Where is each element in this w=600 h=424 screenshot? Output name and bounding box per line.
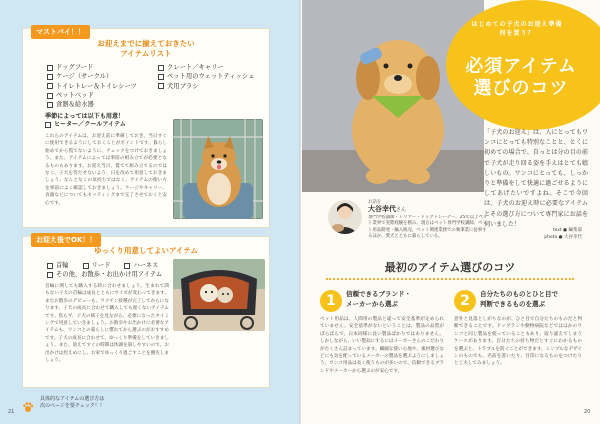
dog-in-stroller-photo bbox=[173, 259, 265, 331]
expert-profile: お話を 大谷幸代さん 専門学校講師・トリマー・ドッグトレーナー。25年以上ペット業界で実際経験を積み、現在はペット専門学校講師、ペット用品開発・輸入販売、ペット関連業務での執筆業に従事するほか、愛犬とともに暮らしている。 bbox=[368, 200, 488, 240]
next-page-footnote: 具体的なアイテムの選び方は 次のページを要チェック！！ bbox=[40, 396, 105, 409]
tip2-number: 2 bbox=[454, 290, 476, 312]
checkbox-icon[interactable] bbox=[47, 272, 53, 278]
must-buy-title: お迎えまでに揃えておきたい アイテムリスト bbox=[97, 39, 195, 58]
tip2-title: 自分たちのものとひと目で 判断できるものを選ぶ bbox=[480, 290, 558, 308]
checkbox-icon[interactable] bbox=[45, 122, 51, 128]
after-arrival-box bbox=[22, 236, 270, 388]
check-item[interactable]: その他、お散歩・お出かけ用アイテム bbox=[47, 270, 187, 279]
checkbox-icon[interactable] bbox=[47, 263, 53, 269]
tip1-number: 1 bbox=[320, 290, 342, 312]
spine bbox=[299, 0, 301, 424]
seasonal-note: 季節によっては以下も用意！ ヒーター／クールアイテム bbox=[45, 113, 175, 130]
check-item[interactable]: リード bbox=[83, 261, 111, 270]
checkbox-icon[interactable] bbox=[83, 263, 89, 269]
shiba-in-cage-photo bbox=[173, 119, 263, 219]
checkbox-icon[interactable] bbox=[47, 102, 53, 108]
checkbox-icon[interactable] bbox=[47, 74, 53, 80]
checkbox-icon[interactable] bbox=[47, 65, 53, 71]
must-buy-box bbox=[22, 28, 270, 228]
tip1-title: 信頼できるブランド・ メーカーから選ぶ bbox=[346, 290, 411, 308]
tip2-body: 意外と見落としがちなのが、ひと目で自分たちのものだと判断できることです。ドッグランや動物病院などではほかのワンコと同じ製品を使っていることもあり、取り違えてしまうケースがあります。自分たちの持ち物だとすぐにわかるものを選ぶと、トラブルを防ぐことができます。シンプルなデザインのものでも、名前を書いたり、目印になるものをつけたりと工夫してみましょう。 bbox=[454, 317, 582, 367]
checkbox-icon[interactable] bbox=[124, 263, 130, 269]
check-item[interactable]: トイレトレー＆トイレシーツ bbox=[47, 82, 162, 91]
checkbox-icon[interactable] bbox=[158, 74, 164, 80]
must-buy-tag: マストバイ！！ bbox=[31, 25, 90, 39]
checkbox-icon[interactable] bbox=[158, 65, 164, 71]
check-item[interactable]: 首輪 bbox=[47, 261, 69, 270]
checkbox-icon[interactable] bbox=[158, 83, 164, 89]
after-arrival-list bbox=[47, 261, 187, 280]
title-subhead: はじめての子犬のお迎え準備 何を買う？ bbox=[471, 21, 563, 37]
after-arrival-tag: お迎え後でOK！！ bbox=[31, 233, 101, 247]
check-item[interactable]: ドッグフード bbox=[47, 63, 162, 72]
expert-avatar bbox=[328, 200, 362, 234]
expert-name: 大谷幸代 bbox=[368, 205, 396, 214]
intro-text: 「子犬のお迎え」は、人にとってもワンコにとっても特別なことと、とくに初めての場合で、自っとは分の目の前で子犬が走り回る姿を手えはとても嬉しいもの。ワンコにとっても、しっかりと準備をして快適に過ごせるようにしてあげたいですよね。そこで今回は、子犬のお迎え時に必要なアイテムとその選び方について専門家にお話を伺いました！ bbox=[484, 129, 588, 228]
after-arrival-title: ゆっくり用意してよいアイテム bbox=[94, 246, 198, 255]
must-buy-body: これらのアイテムは、お迎え前に準備しておき、当日すぐに使用できるようにしておくことがポイントです。暮らし始めてから慌てないように、チェックをつけておきましょう。また、アイテムによっては事前の組み立てが必要となるものもあります。お迎え当日、慌てて組み立てるのではなく、子犬を待たせないよう、日を改めて用意しておきましょう。なんとなくの気持ちではなく、アイテムの使い方を事前によく確認しておきましょう。ケージやキャリー、食器などについてもセッティングまで完了させておくと安心です。 bbox=[45, 134, 167, 206]
page-number-right: 20 bbox=[584, 409, 591, 415]
check-item[interactable]: ハーネス bbox=[124, 261, 158, 270]
check-item[interactable]: ペット用のウェットティッシュ bbox=[158, 72, 270, 81]
check-item[interactable]: クレート／キャリー bbox=[158, 63, 270, 72]
credit: text ● 編集部 photo ● 大谷幸代 bbox=[544, 228, 582, 240]
paw-icon bbox=[22, 398, 34, 410]
page-number-left: 21 bbox=[8, 409, 15, 415]
after-arrival-body: 首輪に関しても購入する時に合わせましょう。生まれて間もない子犬の首輪は成長とともにサイズが変わってきます。またお散歩のデビューも、ワクチン接種が完了してからになります。子犬の成長に合わせて購入しても遅くないアイテムです。焦らず、子犬の様子を見ながら、必要になったタイミングで用意していきましょう。お散歩やお出かけに必要なアイテムも、ワンコとの暮らしに慣れてから選ぶのがおすすめです。子犬の成長に合わせて、ゆっくり準備をしていきましょう。また、迎えてすぐの時期は体調を崩しやすいので、お出かけは控えめにし、お家でゆっくり過ごすことを優先しましょう。 bbox=[45, 284, 169, 364]
must-buy-list-col1 bbox=[47, 63, 162, 109]
check-item[interactable]: 食器＆給水器 bbox=[47, 100, 162, 109]
check-item[interactable]: ペットベッド bbox=[47, 91, 162, 100]
must-buy-list-col2 bbox=[158, 63, 270, 91]
right-page bbox=[300, 0, 600, 424]
check-item[interactable]: ケージ（サークル） bbox=[47, 72, 162, 81]
main-title: 必須アイテム 選びのコツ bbox=[465, 56, 577, 99]
tip1-body: ペット用品は、人間用の製品と違って安全基準が定められていません。安全基準がないということは、製品の品質がばらばらで、日本同様に良い製品ばかりではありません。しかしながら、いい製品にするにはメーカーさんのこだわりがたくさん詰まっています。繊細な使い心地や、素材選びなどにも気を配っているメーカーの製品を選ぶようにしましょう。ワンコ用品は長く使うものが多いので、信頼できるブランドやメーカーから選ぶのが安心です。 bbox=[320, 317, 444, 374]
check-item[interactable]: 犬用ブラシ bbox=[158, 82, 270, 91]
check-item[interactable]: ヒーター／クールアイテム bbox=[45, 121, 175, 129]
checkbox-icon[interactable] bbox=[47, 83, 53, 89]
section-heading: 最初のアイテム選びのコツ bbox=[326, 256, 574, 280]
checkbox-icon[interactable] bbox=[47, 93, 53, 99]
